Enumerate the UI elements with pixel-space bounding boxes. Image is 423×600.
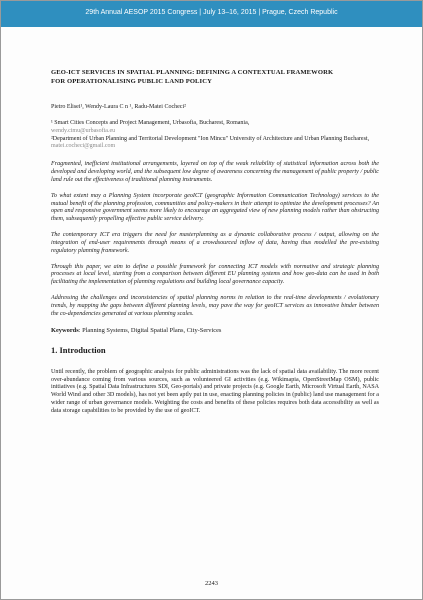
keywords xyxy=(51,327,379,335)
keywords-text: : Planning Systems, Digital Spatial Plans, City-Services xyxy=(78,326,222,334)
abstract-paragraph: Through this paper, we aim to define a possible framework for connecting ICT models with normative and strategic planning processes at local level, starting from a comparison between different EU planning systems and how geo-data can be used in both facilitating the implementation of planning regulations and building local governance capacity. xyxy=(51,263,379,286)
abstract-paragraph: The contemporary ICT era triggers the need for masterplanning as a dynamic collaborative process / output, allowing on the integration of end-user requirements through means of a crowdsourced inflow of data, having thus modelled the pre-existing regulatory planning framework. xyxy=(51,232,379,254)
affiliation-1-text: ¹ Smart Cities Concepts and Project Management, Urbasofia, Bucharest, Romania, xyxy=(51,120,250,126)
keywords-label: Keywords xyxy=(51,326,79,334)
paper-content xyxy=(51,68,379,416)
affiliation-2 xyxy=(51,136,379,152)
page-number: 2243 xyxy=(205,580,218,587)
title-line-1: GEO-ICT SERVICES IN SPATIAL PLANNING: DEFINING A CONTEXTUAL FRAMEWORK xyxy=(51,69,334,76)
author-list: Pietro Elisei¹, Wendy-Laura C n ¹, Radu-Matei Cocheci² xyxy=(51,104,186,110)
affiliation-2-text: ²Department of Urban Planning and Territorial Development "Ion Mincu" University of Architecture and Urban Planning Bucharest, xyxy=(51,135,370,142)
paper-title xyxy=(51,68,379,86)
abstract xyxy=(51,161,379,319)
affiliation-1 xyxy=(51,120,379,136)
affiliation-1-email: wendy.cimu@urbasofia.eu xyxy=(51,127,116,134)
intro-paragraph: Until recently, the problem of geographic analysis for public administrations was the lack of spatial data availability. The more recent over-abundance coming from various sources, such as volunteered GI activities (e.g. Wikimapia, OpenStreetMap OSM), public initiatives (e.g. Spatial Data Infrastructures SDI, Geo-portals) and private projects (e.g. Google Earth, Microsoft Virtual Earth, NASA World Wind and other 3D models), has not yet been aptly put in use, enacting planning policies in (public) land use management for a wider range of urban governance models. Weighting the costs and benefits of these policies requires both data accessibility as well as data storage capabilities to be provided by the use of geoICT. xyxy=(51,368,379,414)
abstract-paragraph: To what extent may a Planning System incorporate geoICT (geographic Information Communication Technology) services to the mutual benefit of the planning profession, communities and policy-makers in their attempt to optimize the development processes? An open and responsive government seems more likely to encourage an aggregated view of new planning models rather than obstructing them, subsequently propelling effective public service delivery. xyxy=(51,192,379,223)
section-heading: 1. Introduction xyxy=(51,344,106,355)
abstract-paragraph: Addressing the challenges and inconsistencies of spatial planning norms in relation to the real-time developments / evolutionary trends, by mapping the gaps between different planning levels, may pave the way for geoICT services as innovative binder between the co-dependencies generated at various planning scales. xyxy=(51,295,379,317)
title-line-2: FOR OPERATIONALISING PUBLIC LAND POLICY xyxy=(51,78,212,85)
abstract-paragraph: Fragmented, inefficient institutional arrangements, layered on top of the weak reliability of statistical information across both the developed and developing world, and the subsequent low degree of awareness concerning the management of public property / public land rule out the effectiveness of traditional planning instruments. xyxy=(51,161,379,183)
affiliation-2-email: matei.cocheci@gmail.com xyxy=(51,143,116,150)
conference-header: 29th Annual AESOP 2015 Congress | July 13–16, 2015 | Prague, Czech Republic xyxy=(85,9,338,16)
affiliations xyxy=(51,120,379,151)
